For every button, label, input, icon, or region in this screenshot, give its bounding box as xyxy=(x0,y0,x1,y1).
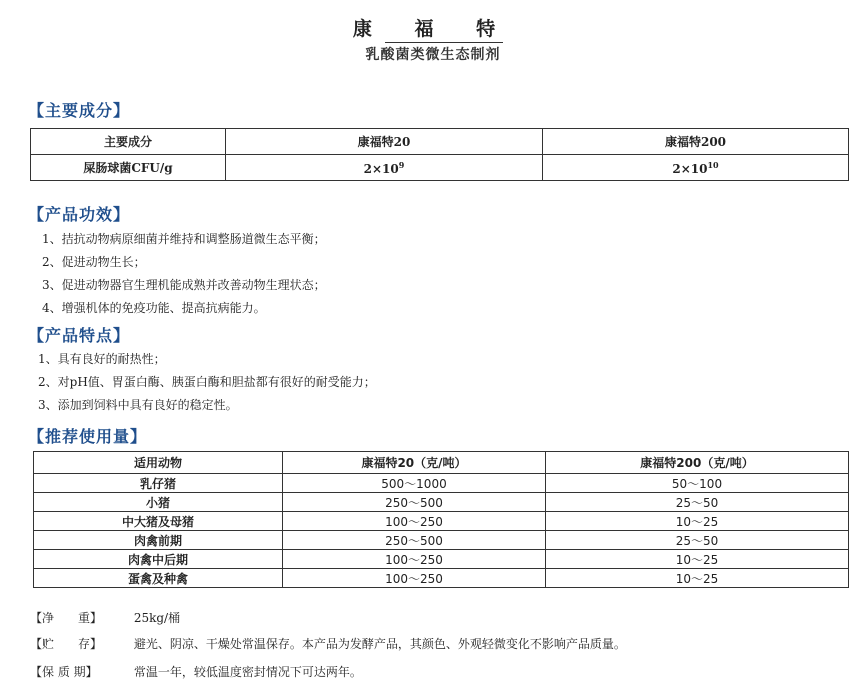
table-cell: 10～25 xyxy=(546,569,849,588)
table-row xyxy=(34,531,849,550)
storage-label: 【贮 存】 xyxy=(30,637,103,651)
table-cell: 肉禽前期 xyxy=(34,531,283,550)
table-cell: 蛋禽及种禽 xyxy=(34,569,283,588)
table-header-cell: 康福特200 xyxy=(543,129,849,155)
storage-value: 避光、阴凉、干燥处常温保存。本产品为发酵产品，其颜色、外观轻微变化不影响产品质量。 xyxy=(133,637,626,651)
list-item: 1、具有良好的耐热性； xyxy=(38,352,166,366)
table-row xyxy=(34,569,849,588)
features-list xyxy=(38,348,376,417)
table-cell: 250～500 xyxy=(283,531,546,550)
storage-line xyxy=(30,635,626,652)
table-cell: 100～250 xyxy=(283,550,546,569)
table-header-cell: 主要成分 xyxy=(31,129,226,155)
page-title: 康 福 特 xyxy=(352,18,514,40)
table-cell: 25～50 xyxy=(546,493,849,512)
table-header-cell: 适用动物 xyxy=(34,452,283,474)
table-header-cell: 康福特20 xyxy=(226,129,543,155)
value-base: 2×10 xyxy=(363,161,399,176)
table-row xyxy=(34,512,849,531)
table-cell: 250～500 xyxy=(283,493,546,512)
page-subtitle: 乳酸菌类微生态制剂 xyxy=(365,47,501,63)
table-cell: 屎肠球菌CFU/g xyxy=(31,155,226,181)
table-cell: 100～250 xyxy=(283,569,546,588)
table-row xyxy=(34,550,849,569)
table-cell: 10～25 xyxy=(546,550,849,569)
net-weight-label: 【净 重】 xyxy=(30,611,103,625)
composition-table xyxy=(30,128,849,181)
efficacy-heading: 【产品功效】 xyxy=(28,205,131,224)
list-item: 4、增强机体的免疫功能、提高抗病能力。 xyxy=(42,301,266,315)
table-cell: 100～250 xyxy=(283,512,546,531)
list-item: 3、添加到饲料中具有良好的稳定性。 xyxy=(38,398,238,412)
shelf-life-label: 【保 质 期】 xyxy=(30,665,98,679)
dosage-heading: 【推荐使用量】 xyxy=(28,427,148,446)
dosage-table xyxy=(33,451,849,588)
table-cell: 50～100 xyxy=(546,474,849,493)
shelf-life-line xyxy=(30,663,362,680)
table-row xyxy=(34,452,849,474)
table-header-cell: 康福特20（克/吨） xyxy=(283,452,546,474)
title-underline xyxy=(385,42,503,43)
table-cell: 肉禽中后期 xyxy=(34,550,283,569)
net-weight-line xyxy=(30,609,180,626)
list-item: 2、对pH值、胃蛋白酶、胰蛋白酶和胆盐都有很好的耐受能力； xyxy=(38,375,376,389)
table-cell xyxy=(543,155,849,181)
table-cell: 小猪 xyxy=(34,493,283,512)
shelf-life-value: 常温一年，较低温度密封情况下可达两年。 xyxy=(133,665,362,679)
table-row xyxy=(34,474,849,493)
list-item: 1、拮抗动物病原细菌并维持和调整肠道微生态平衡； xyxy=(42,232,326,246)
table-cell: 25～50 xyxy=(546,531,849,550)
table-header-cell: 康福特200（克/吨） xyxy=(546,452,849,474)
efficacy-list xyxy=(42,228,326,320)
net-weight-value: 25kg/桶 xyxy=(133,611,181,625)
table-cell: 10～25 xyxy=(546,512,849,531)
composition-heading: 【主要成分】 xyxy=(28,101,131,120)
table-row xyxy=(31,129,849,155)
features-heading: 【产品特点】 xyxy=(28,326,131,345)
value-exponent: 9 xyxy=(398,159,405,170)
value-exponent: 10 xyxy=(707,159,719,170)
table-row xyxy=(31,155,849,181)
list-item: 2、促进动物生长； xyxy=(42,255,146,269)
table-cell xyxy=(226,155,543,181)
table-row xyxy=(34,493,849,512)
table-cell: 500～1000 xyxy=(283,474,546,493)
list-item: 3、促进动物器官生理机能成熟并改善动物生理状态； xyxy=(42,278,326,292)
value-base: 2×10 xyxy=(672,161,708,176)
table-cell: 中大猪及母猪 xyxy=(34,512,283,531)
table-cell: 乳仔猪 xyxy=(34,474,283,493)
